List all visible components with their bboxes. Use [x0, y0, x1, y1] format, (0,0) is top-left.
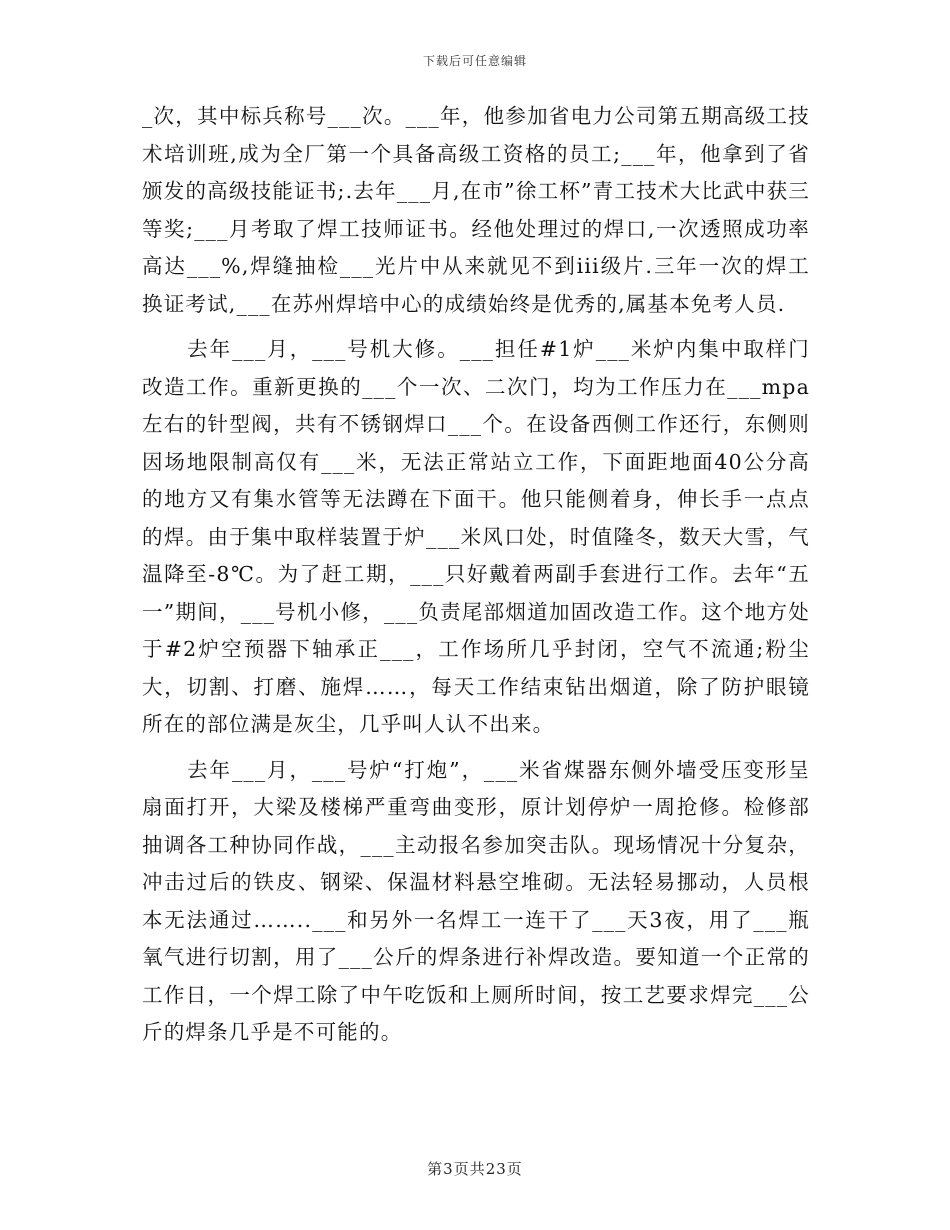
paragraph-1: _次，其中标兵称号___次。___年，他参加省电力公司第五期高级工技术培训班,成为全厂第一个具备高级工资格的员工;___年，他拿到了省颁发的高级技能证书;.去年___月,在市”徐工杯”青工技术大比武中获三等奖;___月考取了焊工技师证书。经他处理过的焊口,一次透照成功率高达___%,焊缝抽检___光片中从来就见不到iii级片.三年一次的焊工换证考试,___在苏州焊培中心的成绩始终是优秀的,属基本免考人员. [142, 104, 810, 316]
document-body [142, 98, 810, 1060]
paragraph-3: 去年___月，___号炉“打炮”，___米省煤器东侧外墙受压变形呈扇面打开，大梁及楼梯严重弯曲变形，原计划停炉一周抢修。检修部抽调各工种协同作战，___主动报名参加突击队。现场情况十分复杂，冲击过后的铁皮、钢梁、保温材料悬空堆砌。无法轻易挪动，人员根本无法通过……..___和另外一名焊工一连干了___天3夜，用了___瓶氧气进行切割，用了___公斤的焊条进行补焊改造。要知道一个正常的工作日，一个焊工除了中午吃饭和上厕所时间，按工艺要求焊完___公斤的焊条几乎是不可能的。 [142, 757, 810, 1044]
paragraph-2: 去年___月，___号机大修。___担任#1炉___米炉内集中取样门改造工作。重新更换的___个一次、二次门，均为工作压力在___mpa左右的针型阀，共有不锈钢焊口___个。在设备西侧工作还行，东侧则因场地限制高仅有___米，无法正常站立工作，下面距地面40公分高的地方又有集水管等无法蹲在下面干。他只能侧着身，伸长手一点点的焊。由于集中取样装置于炉___米风口处，时值隆冬，数天大雪，气温降至-8℃。为了赶工期，___只好戴着两副手套进行工作。去年“五一”期间，___号机小修，___负责尾部烟道加固改造工作。这个地方处于#2炉空预器下轴承正___，工作场所几乎封闭，空气不流通;粉尘大，切割、打磨、施焊……，每天工作结束钻出烟道，除了防护眼镜所在的部位满是灰尘，几乎叫人认不出来。 [142, 337, 810, 736]
page-footer: 第3页共23页 [427, 1160, 523, 1178]
page-header: 下载后可任意编辑 [422, 54, 527, 68]
